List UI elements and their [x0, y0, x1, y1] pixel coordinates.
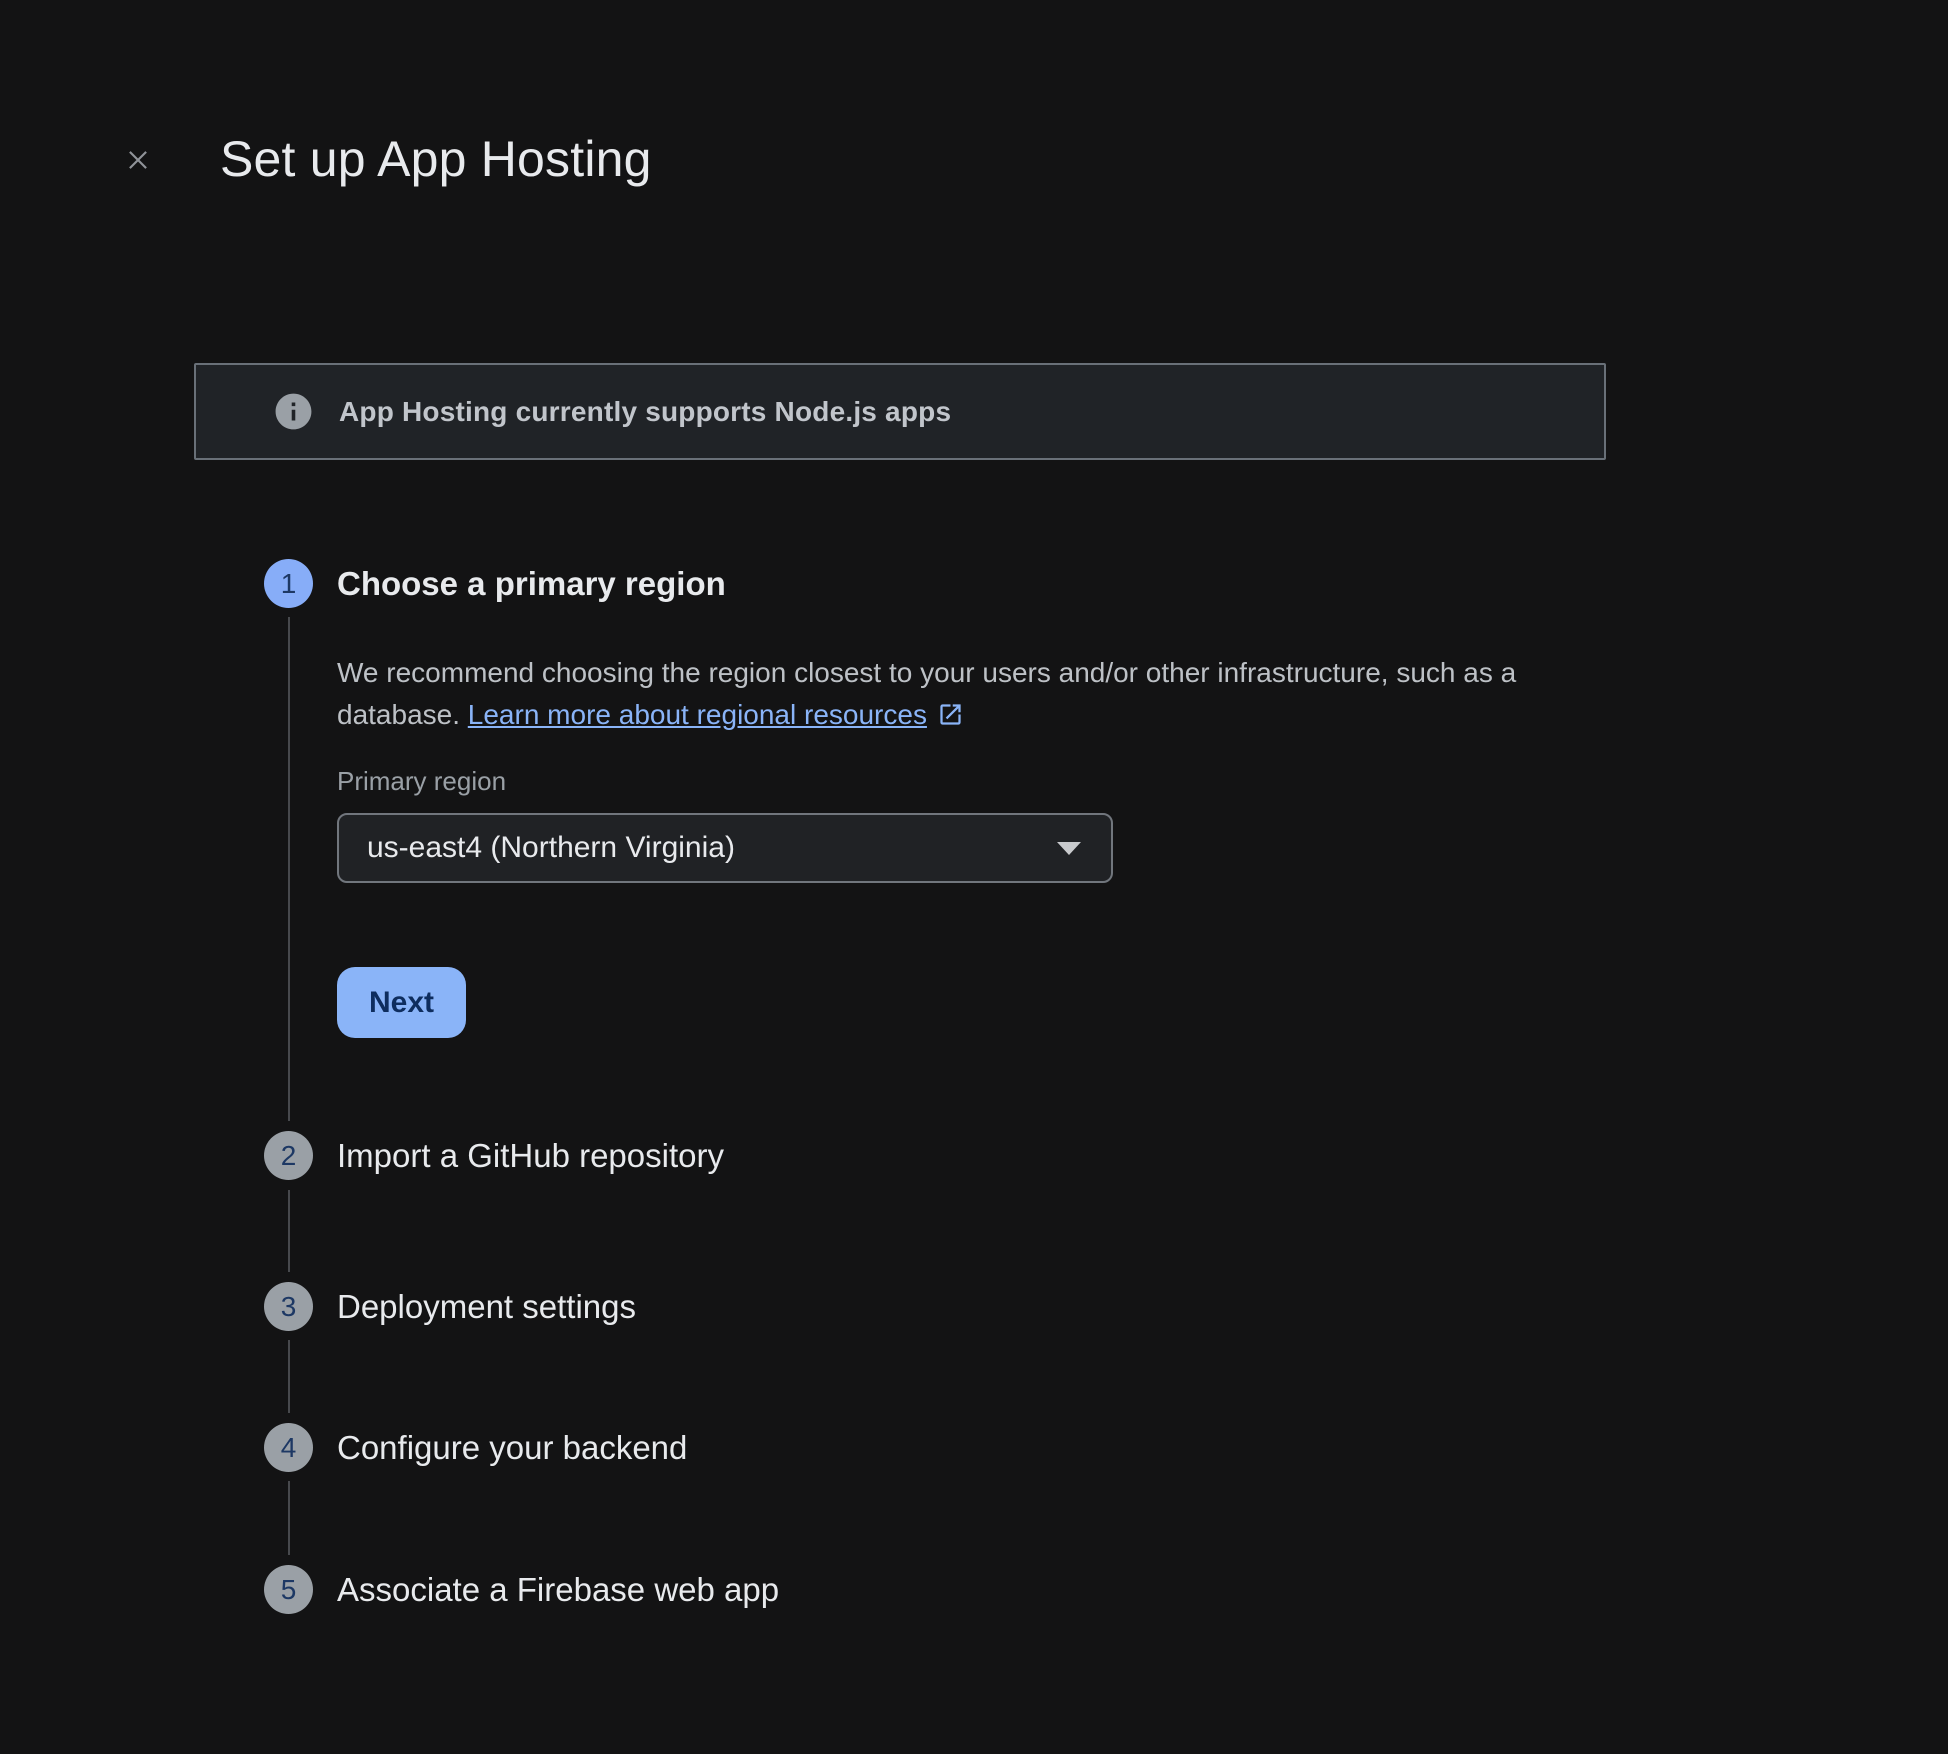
primary-region-select[interactable]	[337, 813, 1113, 883]
close-icon	[123, 145, 153, 175]
step-3-number-badge	[264, 1282, 313, 1331]
step-2-number-badge	[264, 1131, 313, 1180]
stepper-connector-line	[288, 1481, 290, 1555]
stepper-connector-line	[288, 1340, 290, 1413]
step-5-title: Associate a Firebase web app	[337, 1570, 780, 1608]
next-button[interactable]	[337, 967, 466, 1038]
step-number: 3	[280, 1290, 297, 1322]
step-3-header	[264, 1282, 636, 1331]
page-title: Set up App Hosting	[220, 131, 652, 187]
next-button-label: Next	[368, 985, 435, 1019]
step-1-description	[337, 652, 1577, 740]
step-number: 2	[280, 1139, 297, 1171]
primary-region-label: Primary region	[337, 766, 507, 796]
step-4-number-badge	[264, 1423, 313, 1472]
stepper-connector-line	[288, 617, 290, 1121]
stepper-connector-line	[288, 1190, 290, 1272]
info-icon	[272, 390, 315, 433]
step-number: 4	[280, 1431, 297, 1463]
close-button[interactable]	[114, 136, 162, 184]
step-4-header	[264, 1423, 687, 1472]
step-2-title: Import a GitHub repository	[337, 1136, 724, 1174]
description-text: We recommend choosing the region closest to your users and/or other infrastructure, such as a database.	[337, 657, 1517, 730]
step-2-header	[264, 1131, 724, 1180]
step-number: 5	[280, 1573, 297, 1605]
step-3-title: Deployment settings	[337, 1287, 636, 1325]
banner-text: App Hosting currently supports Node.js apps	[339, 395, 952, 427]
step-5-number-badge	[264, 1565, 313, 1614]
step-1-title: Choose a primary region	[337, 564, 726, 602]
primary-region-value: us-east4 (Northern Virginia)	[367, 831, 735, 864]
info-banner	[194, 363, 1606, 460]
external-link-icon	[937, 698, 964, 740]
step-1-header	[264, 559, 726, 608]
step-4-title: Configure your backend	[337, 1428, 688, 1466]
step-number: 1	[280, 567, 297, 599]
step-1-number-badge	[264, 559, 313, 608]
learn-more-link-label: Learn more about regional resources	[467, 699, 927, 730]
dropdown-arrow-icon	[1057, 842, 1081, 855]
step-5-header	[264, 1565, 779, 1614]
learn-more-link[interactable]	[468, 699, 964, 730]
